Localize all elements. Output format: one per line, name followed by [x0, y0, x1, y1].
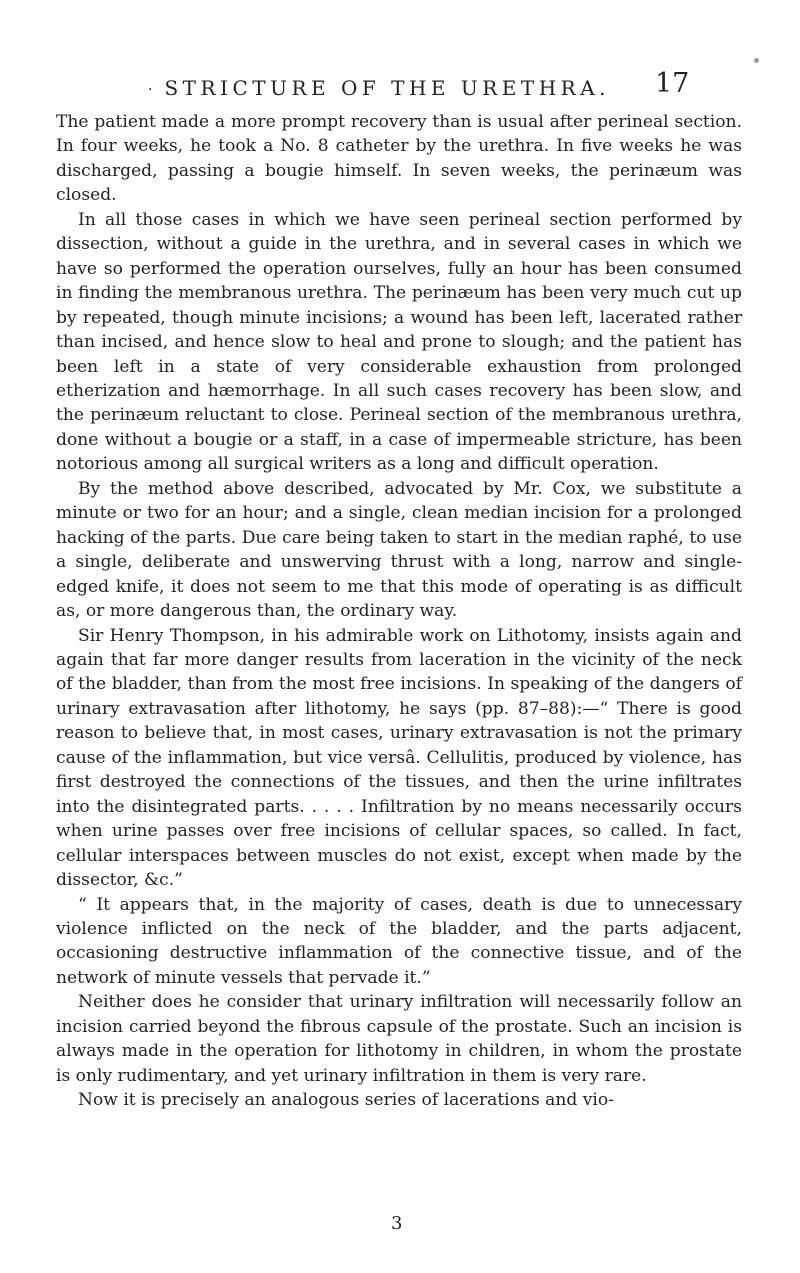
body-paragraph: Sir Henry Thompson, in his admirable work on Lithotomy, insists again and again that far more danger results from laceration in the vicinity of the neck of the bladder, than from the most free incisions. In speaking of the dangers of urinary extravasation after lithotomy, he says (pp. 87–88):—“ There is good reason to believe that, in most cases, urinary extravasation is not the primary cause of the inflammation, but vice versâ. Cellulitis, produced by violence, has first destroyed the connections of the tissues, and then the urine infiltrates into the disintegrated parts. . . . . Infiltration by no means necessarily occurs when urine passes over free incisions of cellular spaces, so called. In fact, cellular interspaces between muscles do not exist, except when made by the dissector, &c.” — [56, 625, 742, 891]
body-paragraph: In all those cases in which we have seen perineal section performed by dissection, without a guide in the urethra, and in several cases in which we have so performed the operation ourselves, fully an hour has been consumed in finding the membranous urethra. The perinæum has been very much cut up by repeated, though minute incisions; a wound has been left, lacerated rather than incised, and hence slow to heal and prone to slough; and the patient has been left in a state of very considerable exhaustion from prolonged etherization and hæmorrhage. In all such cases recovery has been slow, and the perinæum reluctant to close. Perineal section of the membranous urethra, done without a bougie or a staff, in a case of impermeable stricture, has been notorious among all surgical writers as a long and difficult operation. — [56, 209, 742, 475]
body-paragraph: Neither does he consider that urinary infiltration will necessarily follow an incision carried beyond the fibrous capsule of the prostate. Such an incision is always made in the operation for lithotomy in children, in whom the prostate is only rudimentary, and yet urinary infiltration in them is very rare. — [56, 992, 742, 1086]
running-head — [148, 76, 678, 100]
body-paragraph: Now it is precisely an analogous series of lacerations and vio- — [78, 1090, 614, 1111]
running-head-title: STRICTURE OF THE URETHRA. — [164, 76, 610, 100]
body-paragraph: “ It appears that, in the majority of cases, death is due to unnecessary violence inflicted on the neck of the bladder, and the parts adjacent, occasioning destructive inflammation of the connective tissue, and of the network of minute vessels that pervade it.” — [56, 894, 742, 988]
page-number: 17 — [655, 68, 690, 99]
body-paragraph: The patient made a more prompt recovery than is usual after perineal section. In four weeks, he took a No. 8 catheter by the urethra. In five weeks he was discharged, passing a bougie himself. In seven weeks, the perinæum was closed. — [56, 112, 742, 206]
body-paragraph: By the method above described, advocated by Mr. Cox, we substitute a minute or two for an hour; and a single, clean median incision for a prolonged hacking of the parts. Due care being taken to start in the median raphé, to use a single, deliberate and unswerving thrust with a long, narrow and single-edged knife, it does not seem to me that this mode of operating is as difficult as, or more dangerous than, the ordinary way. — [56, 478, 742, 622]
page-speck — [754, 58, 759, 63]
running-head-bullet: · — [148, 81, 153, 98]
body-text — [56, 110, 742, 1113]
signature-mark: 3 — [391, 1213, 403, 1234]
